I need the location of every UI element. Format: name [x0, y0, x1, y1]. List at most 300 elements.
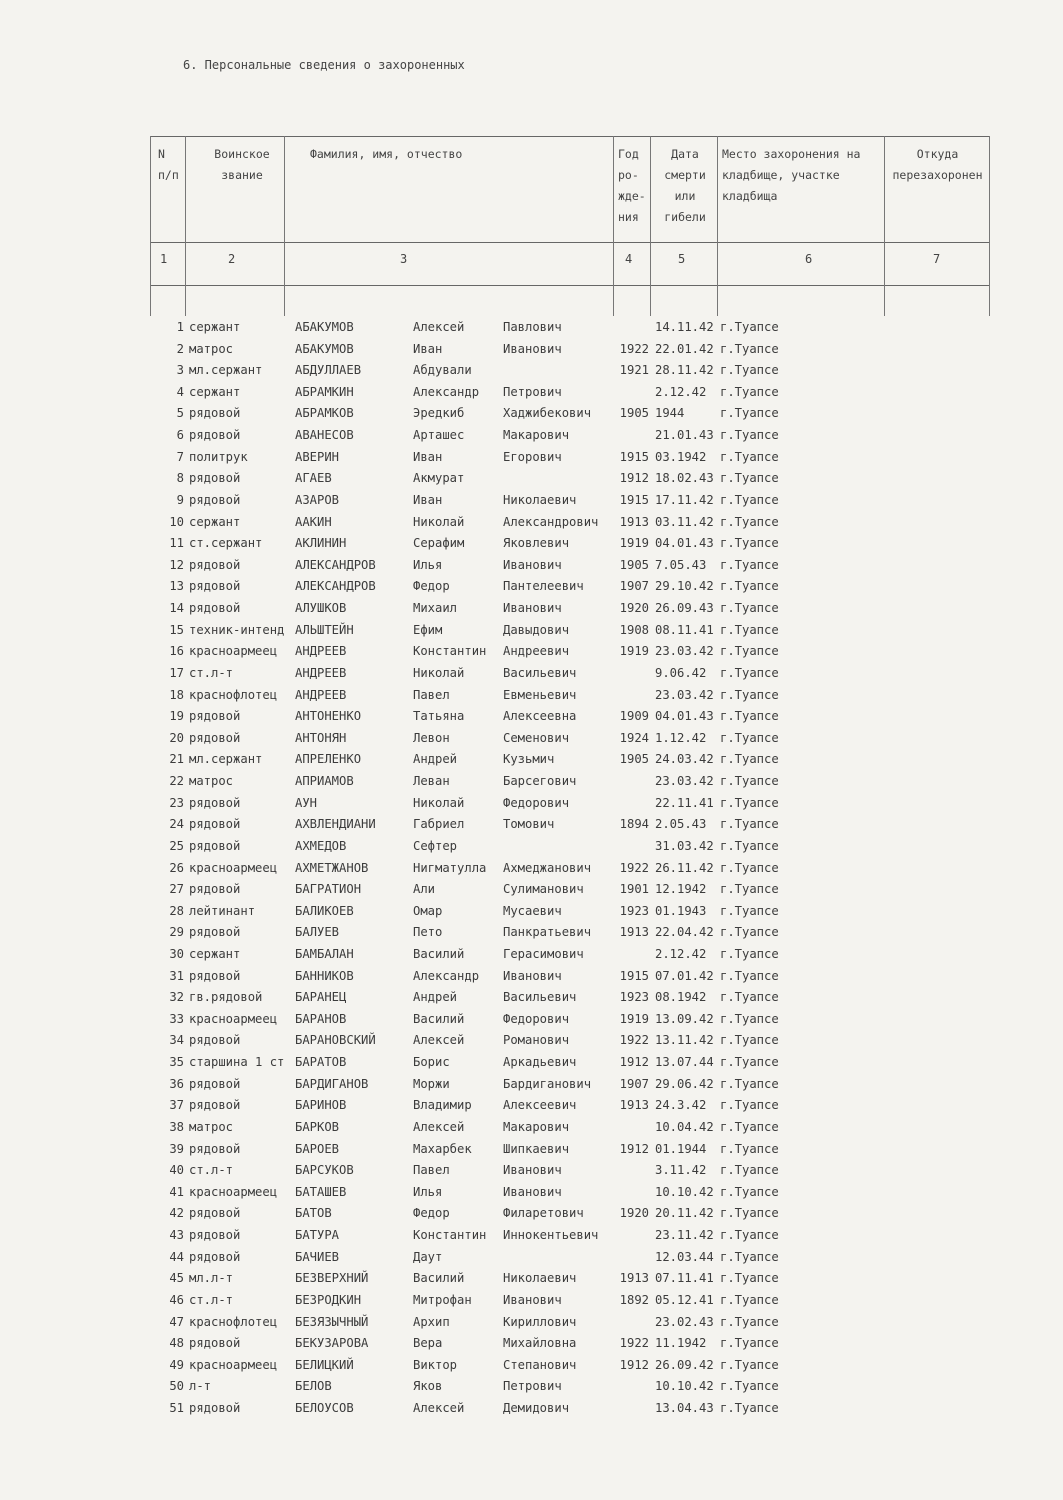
row-surname: БЕЛОУСОВ [295, 1401, 354, 1415]
row-birth-year: 1922 [619, 1033, 649, 1048]
row-surname: ААКИН [295, 514, 332, 529]
row-rank: ст.л-т [189, 1292, 234, 1307]
column-divider [717, 136, 718, 316]
table-row [0, 598, 1063, 619]
row-first-name: Илья [413, 557, 443, 572]
row-rank: рядовой [189, 795, 241, 810]
row-burial-place: г.Туапсе [720, 406, 779, 421]
row-surname: АНТОНЕНКО [295, 709, 362, 724]
row-birth-year: 1915 [619, 968, 649, 983]
row-surname: АЛЬШТЕЙН [295, 622, 354, 637]
section-heading: 6. Персональные сведения о захороненных [183, 58, 465, 72]
row-burial-place: г.Туапсе [720, 709, 779, 724]
row-burial-place: г.Туапсе [720, 882, 779, 897]
row-patronymic: Степанович [503, 1357, 577, 1372]
row-rank: ст.л-т [189, 665, 234, 680]
row-surname: АНДРЕЕВ [295, 665, 347, 680]
row-burial-place: г.Туапсе [720, 536, 779, 551]
row-burial-place: г.Туапсе [720, 601, 779, 616]
row-surname: БЕЗРОДКИН [295, 1292, 362, 1307]
row-number: 20 [169, 730, 184, 745]
row-number: 40 [169, 1163, 184, 1178]
row-number: 5 [176, 406, 184, 421]
row-death-date: 18.02.43 [655, 471, 714, 486]
row-number: 49 [169, 1357, 184, 1372]
row-number: 46 [169, 1292, 184, 1307]
row-surname: БАТАШЕВ [295, 1184, 347, 1199]
row-birth-year: 1892 [619, 1292, 649, 1307]
row-burial-place: г.Туапсе [720, 363, 779, 378]
row-birth-year: 1924 [619, 730, 649, 745]
row-patronymic: Иванович [503, 1163, 562, 1178]
row-surname: БАРАТОВ [295, 1055, 347, 1070]
row-burial-place: г.Туапсе [720, 925, 779, 940]
row-burial-place: г.Туапсе [720, 1098, 779, 1113]
row-first-name: Андрей [413, 752, 458, 767]
row-first-name: Василий [413, 1011, 465, 1026]
row-first-name: Габриел [413, 817, 465, 832]
row-surname: БАРАНОВСКИЙ [295, 1033, 376, 1048]
row-burial-place: г.Туапсе [720, 1119, 779, 1134]
row-first-name: Иван [413, 492, 443, 507]
column-number: 1 [160, 252, 168, 266]
table-row [0, 1376, 1063, 1397]
row-patronymic: Иванович [503, 341, 562, 356]
row-number: 51 [169, 1401, 184, 1415]
row-number: 21 [169, 752, 184, 767]
table-row [0, 1052, 1063, 1073]
row-number: 13 [169, 579, 184, 594]
row-patronymic: Барсегович [503, 774, 577, 789]
row-death-date: 23.03.42 [655, 644, 714, 659]
row-surname: БАРАНЕЦ [295, 990, 347, 1005]
row-patronymic: Иванович [503, 1184, 562, 1199]
row-birth-year: 1915 [619, 449, 649, 464]
row-number: 11 [169, 536, 184, 551]
row-birth-year: 1913 [619, 1098, 649, 1113]
row-burial-place: г.Туапсе [720, 903, 779, 918]
row-number: 37 [169, 1098, 184, 1113]
header-middle-rule [150, 242, 990, 243]
row-number: 38 [169, 1119, 184, 1134]
row-number: 6 [176, 428, 184, 443]
row-death-date: 23.02.43 [655, 1314, 714, 1329]
table-row [0, 555, 1063, 576]
row-number: 43 [169, 1228, 184, 1243]
row-rank: матрос [189, 341, 234, 356]
row-burial-place: г.Туапсе [720, 838, 779, 853]
row-birth-year: 1920 [619, 1206, 649, 1221]
row-birth-year: 1909 [619, 709, 649, 724]
header-birth-year: Год ро- жде- ния [618, 147, 646, 224]
row-first-name: Алексей [413, 320, 465, 334]
row-first-name: Алексей [413, 1401, 465, 1415]
row-birth-year: 1919 [619, 1011, 649, 1026]
header-bottom-rule [150, 285, 990, 286]
row-patronymic: Иннокентьевич [503, 1228, 599, 1243]
table-row [0, 922, 1063, 943]
row-birth-year: 1908 [619, 622, 649, 637]
row-patronymic: Михайловна [503, 1336, 577, 1351]
table-row [0, 490, 1063, 511]
row-first-name: Арташес [413, 428, 465, 443]
row-surname: БАННИКОВ [295, 968, 354, 983]
row-death-date: 24.03.42 [655, 752, 714, 767]
row-number: 45 [169, 1271, 184, 1286]
row-burial-place: г.Туапсе [720, 687, 779, 702]
row-birth-year: 1894 [619, 817, 649, 832]
row-first-name: Павел [413, 1163, 450, 1178]
row-burial-place: г.Туапсе [720, 752, 779, 767]
table-row [0, 879, 1063, 900]
row-first-name: Эредкиб [413, 406, 465, 421]
row-patronymic: Александрович [503, 514, 599, 529]
table-row [0, 1182, 1063, 1203]
row-patronymic: Васильевич [503, 990, 577, 1005]
row-burial-place: г.Туапсе [720, 557, 779, 572]
row-birth-year: 1922 [619, 860, 649, 875]
row-surname: АБАКУМОВ [295, 341, 354, 356]
row-burial-place: г.Туапсе [720, 946, 779, 961]
row-death-date: 9.06.42 [655, 665, 707, 680]
row-patronymic: Кузьмич [503, 752, 555, 767]
row-patronymic: Яковлевич [503, 536, 570, 551]
row-burial-place: г.Туапсе [720, 622, 779, 637]
row-surname: АНТОНЯН [295, 730, 347, 745]
row-rank: рядовой [189, 1033, 241, 1048]
row-burial-place: г.Туапсе [720, 968, 779, 983]
row-birth-year: 1912 [619, 1055, 649, 1070]
row-burial-place: г.Туапсе [720, 1336, 779, 1351]
table-row [0, 944, 1063, 965]
row-burial-place: г.Туапсе [720, 644, 779, 659]
row-death-date: 01.1944 [655, 1141, 707, 1156]
row-first-name: Андрей [413, 990, 458, 1005]
row-first-name: Алексей [413, 1033, 465, 1048]
row-rank: мл.л-т [189, 1271, 234, 1286]
row-surname: АВАНЕСОВ [295, 428, 354, 443]
table-row [0, 468, 1063, 489]
row-rank: старшина 1 ст [189, 1055, 285, 1070]
row-number: 48 [169, 1336, 184, 1351]
row-rank: краснофлотец [189, 687, 278, 702]
table-row [0, 663, 1063, 684]
row-patronymic: Макарович [503, 428, 570, 443]
row-rank: рядовой [189, 492, 241, 507]
row-first-name: Федор [413, 579, 450, 594]
row-surname: АНДРЕЕВ [295, 687, 347, 702]
row-surname: АБАКУМОВ [295, 320, 354, 334]
row-birth-year: 1907 [619, 1076, 649, 1091]
row-death-date: 08.1942 [655, 990, 707, 1005]
table-row [0, 1290, 1063, 1311]
row-number: 31 [169, 968, 184, 983]
row-first-name: Александр [413, 968, 480, 983]
row-first-name: Николай [413, 795, 465, 810]
row-patronymic: Петрович [503, 384, 562, 399]
row-patronymic: Макарович [503, 1119, 570, 1134]
row-surname: БАЛУЕВ [295, 925, 340, 940]
row-number: 12 [169, 557, 184, 572]
row-burial-place: г.Туапсе [720, 817, 779, 832]
table-header [150, 136, 990, 316]
table-row [0, 901, 1063, 922]
row-birth-year: 1913 [619, 925, 649, 940]
row-rank: гв.рядовой [189, 990, 263, 1005]
row-number: 29 [169, 925, 184, 940]
row-number: 32 [169, 990, 184, 1005]
row-first-name: Акмурат [413, 471, 465, 486]
table-row [0, 1225, 1063, 1246]
row-rank: сержант [189, 384, 241, 399]
row-burial-place: г.Туапсе [720, 1141, 779, 1156]
table-row [0, 749, 1063, 770]
row-rank: красноармеец [189, 1184, 278, 1199]
row-surname: АХВЛЕНДИАНИ [295, 817, 376, 832]
row-surname: АУН [295, 795, 318, 810]
row-birth-year: 1905 [619, 406, 649, 421]
row-death-date: 31.03.42 [655, 838, 714, 853]
row-first-name: Николай [413, 514, 465, 529]
row-surname: БЕЛИЦКИЙ [295, 1357, 354, 1372]
row-first-name: Абдували [413, 363, 472, 378]
table-row [0, 1095, 1063, 1116]
table-row [0, 1160, 1063, 1181]
row-number: 34 [169, 1033, 184, 1048]
row-first-name: Николай [413, 665, 465, 680]
row-burial-place: г.Туапсе [720, 1401, 779, 1415]
row-patronymic: Бардиганович [503, 1076, 592, 1091]
row-surname: АГАЕВ [295, 471, 332, 486]
row-rank: рядовой [189, 1076, 241, 1091]
row-first-name: Али [413, 882, 436, 897]
row-burial-place: г.Туапсе [720, 1011, 779, 1026]
header-reburied-from: Откуда перезахоронен [892, 147, 983, 182]
row-rank: красноармеец [189, 1357, 278, 1372]
row-number: 50 [169, 1379, 184, 1394]
row-death-date: 22.11.41 [655, 795, 714, 810]
row-first-name: Виктор [413, 1357, 458, 1372]
row-rank: рядовой [189, 730, 241, 745]
row-patronymic: Томович [503, 817, 555, 832]
table-row [0, 858, 1063, 879]
row-death-date: 3.11.42 [655, 1163, 707, 1178]
row-rank: ст.л-т [189, 1163, 234, 1178]
row-rank: политрук [189, 449, 248, 464]
row-patronymic: Егорович [503, 449, 562, 464]
row-patronymic: Филаретович [503, 1206, 584, 1221]
row-rank: матрос [189, 1119, 234, 1134]
row-surname: БАРИНОВ [295, 1098, 347, 1113]
column-number: 7 [933, 252, 941, 266]
row-patronymic: Иванович [503, 601, 562, 616]
row-surname: АВЕРИН [295, 449, 340, 464]
row-number: 8 [176, 471, 184, 486]
row-first-name: Константин [413, 1228, 487, 1243]
row-surname: АБРАМКОВ [295, 406, 354, 421]
table-row [0, 317, 1063, 338]
row-first-name: Омар [413, 903, 443, 918]
row-first-name: Моржи [413, 1076, 450, 1091]
table-row [0, 1333, 1063, 1354]
table-row [0, 1139, 1063, 1160]
row-death-date: 11.1942 [655, 1336, 707, 1351]
row-number: 44 [169, 1249, 184, 1264]
row-surname: БАРОЕВ [295, 1141, 340, 1156]
table-row [0, 793, 1063, 814]
row-number: 27 [169, 882, 184, 897]
column-divider [284, 136, 285, 316]
table-row [0, 1203, 1063, 1224]
row-death-date: 12.03.44 [655, 1249, 714, 1264]
row-number: 33 [169, 1011, 184, 1026]
row-death-date: 13.04.43 [655, 1401, 714, 1415]
row-first-name: Архип [413, 1314, 450, 1329]
header-full-name: Фамилия, имя, отчество [310, 147, 463, 161]
row-surname: АХМЕДОВ [295, 838, 347, 853]
row-death-date: 28.11.42 [655, 363, 714, 378]
row-patronymic: Демидович [503, 1401, 570, 1415]
row-patronymic: Николаевич [503, 492, 577, 507]
row-burial-place: г.Туапсе [720, 1314, 779, 1329]
row-burial-place: г.Туапсе [720, 1163, 779, 1178]
row-patronymic: Федорович [503, 795, 570, 810]
row-first-name: Сефтер [413, 838, 458, 853]
row-death-date: 26.11.42 [655, 860, 714, 875]
row-patronymic: Николаевич [503, 1271, 577, 1286]
row-death-date: 12.1942 [655, 882, 707, 897]
row-surname: БЕЗВЕРХНИЙ [295, 1271, 369, 1286]
row-death-date: 7.05.43 [655, 557, 707, 572]
row-burial-place: г.Туапсе [720, 1379, 779, 1394]
row-first-name: Даут [413, 1249, 443, 1264]
row-burial-place: г.Туапсе [720, 428, 779, 443]
column-number: 2 [228, 252, 236, 266]
table-row [0, 360, 1063, 381]
table-row [0, 403, 1063, 424]
row-death-date: 03.11.42 [655, 514, 714, 529]
row-rank: красноармеец [189, 644, 278, 659]
row-birth-year: 1901 [619, 882, 649, 897]
row-patronymic: Герасимович [503, 946, 584, 961]
row-surname: БЕКУЗАРОВА [295, 1336, 369, 1351]
row-number: 23 [169, 795, 184, 810]
row-burial-place: г.Туапсе [720, 990, 779, 1005]
row-death-date: 23.03.42 [655, 687, 714, 702]
row-death-date: 14.11.42 [655, 320, 714, 334]
row-number: 3 [176, 363, 184, 378]
row-birth-year: 1915 [619, 492, 649, 507]
row-death-date: 2.12.42 [655, 946, 707, 961]
row-patronymic: Семенович [503, 730, 570, 745]
row-death-date: 04.01.43 [655, 536, 714, 551]
table-row [0, 706, 1063, 727]
row-rank: рядовой [189, 1141, 241, 1156]
row-burial-place: г.Туапсе [720, 1249, 779, 1264]
row-number: 15 [169, 622, 184, 637]
row-patronymic: Ахмеджанович [503, 860, 592, 875]
row-death-date: 24.3.42 [655, 1098, 707, 1113]
row-surname: БАЧИЕВ [295, 1249, 340, 1264]
row-surname: АКЛИНИН [295, 536, 347, 551]
header-number: N п/п [158, 147, 179, 182]
row-birth-year: 1923 [619, 990, 649, 1005]
column-number: 5 [678, 252, 686, 266]
row-birth-year: 1923 [619, 903, 649, 918]
row-patronymic: Хаджибекович [503, 406, 592, 421]
column-number: 3 [400, 252, 408, 266]
row-patronymic: Павлович [503, 320, 562, 334]
row-patronymic: Алексеевна [503, 709, 577, 724]
table-row [0, 987, 1063, 1008]
row-rank: л-т [189, 1379, 212, 1394]
table-row [0, 339, 1063, 360]
row-rank: рядовой [189, 406, 241, 421]
row-patronymic: Аркадьевич [503, 1055, 577, 1070]
row-birth-year: 1912 [619, 471, 649, 486]
row-burial-place: г.Туапсе [720, 1076, 779, 1091]
row-rank: техник-интенд [189, 622, 285, 637]
row-surname: БАРКОВ [295, 1119, 340, 1134]
row-patronymic: Панкратьевич [503, 925, 592, 940]
row-burial-place: г.Туапсе [720, 341, 779, 356]
row-burial-place: г.Туапсе [720, 1357, 779, 1372]
row-burial-place: г.Туапсе [720, 1228, 779, 1243]
table-row [0, 814, 1063, 835]
column-number: 4 [625, 252, 633, 266]
table-row [0, 685, 1063, 706]
row-birth-year: 1913 [619, 1271, 649, 1286]
table-row [0, 447, 1063, 468]
row-rank: лейтинант [189, 903, 256, 918]
row-birth-year: 1912 [619, 1357, 649, 1372]
row-rank: сержант [189, 946, 241, 961]
row-surname: БЕЛОВ [295, 1379, 332, 1394]
row-death-date: 01.1943 [655, 903, 707, 918]
row-patronymic: Иванович [503, 1292, 562, 1307]
row-rank: сержант [189, 514, 241, 529]
row-number: 10 [169, 514, 184, 529]
row-burial-place: г.Туапсе [720, 384, 779, 399]
row-first-name: Нигматулла [413, 860, 487, 875]
column-divider [613, 136, 614, 316]
row-number: 36 [169, 1076, 184, 1091]
row-number: 14 [169, 601, 184, 616]
row-burial-place: г.Туапсе [720, 1271, 779, 1286]
row-surname: БАЛИКОЕВ [295, 903, 354, 918]
row-number: 30 [169, 946, 184, 961]
table-row [0, 1268, 1063, 1289]
row-number: 41 [169, 1184, 184, 1199]
row-birth-year: 1919 [619, 536, 649, 551]
row-surname: БАРДИГАНОВ [295, 1076, 369, 1091]
row-birth-year: 1921 [619, 363, 649, 378]
row-first-name: Василий [413, 1271, 465, 1286]
row-burial-place: г.Туапсе [720, 1206, 779, 1221]
row-number: 4 [176, 384, 184, 399]
row-death-date: 26.09.43 [655, 601, 714, 616]
row-rank: рядовой [189, 428, 241, 443]
row-first-name: Александр [413, 384, 480, 399]
row-patronymic: Петрович [503, 1379, 562, 1394]
table-row [0, 576, 1063, 597]
row-surname: АЛУШКОВ [295, 601, 347, 616]
row-death-date: 22.04.42 [655, 925, 714, 940]
header-top-rule [150, 136, 990, 137]
row-first-name: Пето [413, 925, 443, 940]
row-patronymic: Иванович [503, 968, 562, 983]
row-first-name: Махарбек [413, 1141, 472, 1156]
